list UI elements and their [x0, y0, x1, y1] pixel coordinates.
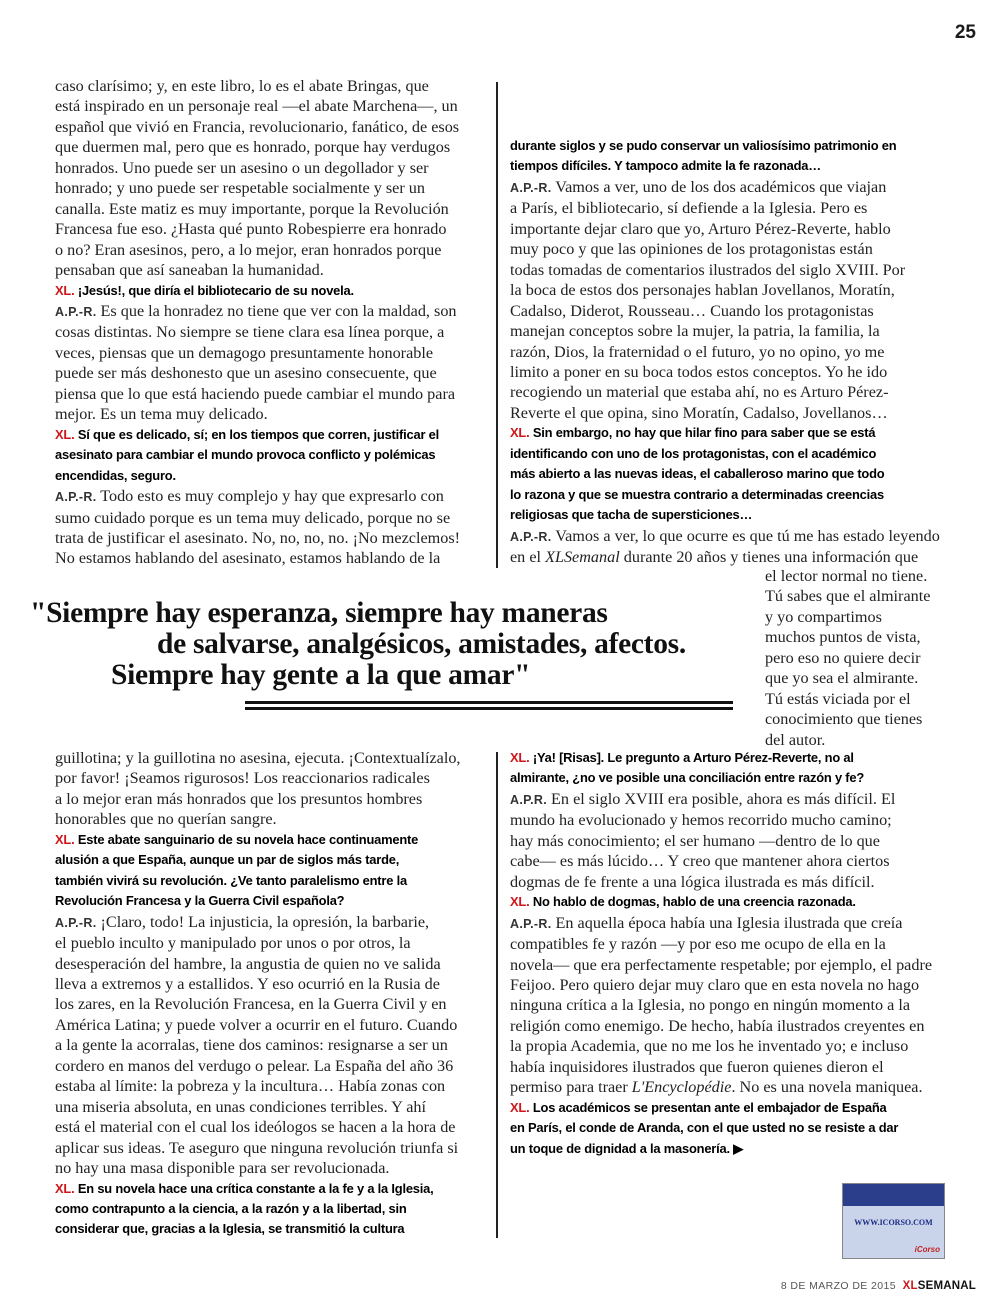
question-paragraph	[55, 425, 493, 486]
text-line: que yo sea el almirante.	[765, 669, 919, 688]
answer-paragraph	[55, 301, 493, 425]
text-line: asesinato para cambiar el mundo provoca conflicto y polémicas	[55, 447, 436, 463]
column-2-narrow	[765, 566, 965, 750]
text-line: En su novela hace una crítica constante a la fe y a la Iglesia,	[77, 1180, 434, 1196]
text-line: cosas distintas. No siempre se tiene clara esa línea porque, a	[55, 323, 445, 342]
text-line: Reverte el que opina, sino Moratín, Cadalso, Jovellanos…	[510, 403, 888, 422]
column-2-top	[510, 136, 950, 568]
text-line: que duermen mal, pero que es honrado, porque hay verdugos	[55, 138, 451, 157]
column-1-bottom	[55, 748, 493, 1240]
pull-quote-line: Siempre hay gente a la que amar"	[111, 659, 531, 691]
text-line: del autor.	[765, 730, 826, 749]
text-line: Tú estás viciada por el	[765, 689, 911, 708]
question-paragraph	[55, 281, 493, 301]
text-line: los zares, en la Revolución Francesa, en la Guerra Civil y en	[55, 995, 447, 1014]
text-line: Es que la honradez no tiene que ver con la maldad, son	[96, 301, 457, 320]
text-line: en París, el conde de Aranda, con el que usted no se resiste a dar	[510, 1120, 899, 1136]
answer-paragraph	[55, 76, 493, 281]
text-line: a lo mejor eran más honrados que los presuntos hombres	[55, 789, 423, 808]
text-line: la propia Academia, que no me los he inventado yo; e incluso	[510, 1037, 909, 1056]
column-2-bottom	[510, 748, 955, 1159]
ad-url: WWW.ICORSO.COM	[854, 1218, 933, 1227]
column-rule-bottom	[496, 752, 498, 1238]
book-title: L'Encyclopédie	[631, 1078, 732, 1097]
text-line: En el siglo XVIII era posible, ahora es más difícil. El	[547, 789, 896, 808]
text-line: está el material con el cual los ideólogos se hacen a la hora de	[55, 1118, 456, 1137]
text-line: cordero en manos del verdugo o pelear. La España del año 36	[55, 1056, 454, 1075]
answer-paragraph	[55, 748, 493, 830]
pull-quote-double-rule	[245, 701, 733, 710]
column-rule-top	[496, 82, 498, 568]
text-line: durante siglos y se pudo conservar un valiosísimo patrimonio en	[510, 138, 897, 153]
text-line: religiosas que tacha de supersticiones…	[510, 507, 753, 523]
text-line: sumo cuidado porque es un tema muy delicado, porque no se	[55, 508, 451, 527]
text-line: lo razona y que se muestra contrario a determinadas creencias	[510, 486, 884, 502]
text-line: más abierto a las nuevas ideas, el caballeroso marino que todo	[510, 466, 885, 482]
text-line: piensa que lo que está haciendo puede cambiar el mundo para	[55, 384, 456, 403]
text-line: hay más conocimiento; el ser humano —dentro de lo que	[510, 831, 880, 850]
question-paragraph	[510, 748, 955, 789]
magazine-name: XLSemanal	[545, 548, 620, 567]
text-line: dogmas de fe frente a una lógica ilustrada es más difícil.	[510, 872, 875, 891]
text-line: pero eso no quiere decir	[765, 648, 921, 667]
watermark-ad[interactable]	[842, 1183, 945, 1259]
text-line: un toque de dignidad a la masonería.	[510, 1140, 730, 1156]
text-line: lleva a extremos y a estallidos. Y eso ocurrió en la Rusia de	[55, 974, 440, 993]
text-line: novela— que era perfectamente respetable; por ejemplo, el padre	[510, 955, 933, 974]
question-tag: XL.	[55, 1180, 75, 1196]
text-line: todas tomadas de comentarios ilustrados del siglo XVIII. Por	[510, 260, 906, 279]
text-line: mundo ha evolucionado y hemos recorrido mucho camino;	[510, 811, 892, 830]
question-paragraph	[510, 1098, 955, 1159]
answer-tag: A.P.R.	[510, 792, 547, 807]
text-line: religión como enemigo. De hecho, había ilustrados creyentes en	[510, 1016, 925, 1035]
text-line: Cadalso, Diderot, Rousseau… Cuando los protagonistas	[510, 301, 874, 320]
question-paragraph	[55, 1179, 493, 1240]
text-line: importante dejar claro que yo, Arturo Pérez-Reverte, hablo	[510, 219, 891, 238]
text-line: trata de justificar el asesinato. No, no, no, no. ¡No mezclemos!	[55, 528, 461, 547]
brand-xl: XL	[902, 1280, 918, 1292]
text-line: considerar que, gracias a la Iglesia, se transmitió la cultura	[55, 1221, 405, 1237]
text-line: Vamos a ver, lo que ocurre es que tú me has estado leyendo	[551, 526, 940, 545]
question-tag: XL.	[55, 282, 75, 298]
text-line: Todo esto es muy complejo y hay que expresarlo con	[96, 487, 444, 506]
answer-tag: A.P.-R.	[55, 915, 97, 930]
question-tag: XL.	[55, 426, 75, 442]
text-line: también vivirá su revolución. ¿Ve tanto paralelismo entre la	[55, 872, 407, 888]
text-line: pensaban que así saneaban la humanidad.	[55, 261, 324, 280]
text-line: almirante, ¿no ve posible una conciliación entre razón y fe?	[510, 770, 865, 786]
question-paragraph	[55, 830, 493, 912]
text-line: Vamos a ver, uno de los dos académicos que viajan	[551, 177, 887, 196]
text-line: había inquisidores ilustrados que fueron quienes dieron el	[510, 1057, 884, 1076]
text-line: Sí que es delicado, sí; en los tiempos que corren, justificar el	[77, 426, 439, 442]
question-tag: XL.	[510, 425, 530, 441]
question-paragraph	[510, 892, 955, 912]
text-line: conocimiento que tienes	[765, 710, 923, 729]
answer-paragraph	[55, 912, 493, 1179]
text-line: razón, Dios, la fraternidad o el futuro, yo no opino, yo me	[510, 342, 885, 361]
text-line: puede ser más deshonesto que un asesino consecuente, que	[55, 364, 437, 383]
answer-paragraph	[510, 789, 955, 892]
text-line: ¡Ya! [Risas]. Le pregunto a Arturo Pérez-Reverte, no al	[532, 750, 854, 765]
text-line: una miseria absoluta, en unas condiciones terribles. Y ahí	[55, 1097, 426, 1116]
question-tag: XL.	[55, 831, 75, 847]
text-line: la boca de estos dos personajes hablan Jovellanos, Moratín,	[510, 281, 895, 300]
text-line: Este abate sanguinario de su novela hace continuamente	[77, 831, 419, 847]
answer-paragraph	[510, 526, 950, 568]
answer-paragraph	[55, 486, 493, 569]
answer-tag: A.P.-R.	[55, 304, 97, 319]
answer-tag: A.P.-R.	[55, 490, 97, 505]
text-line: el lector normal no tiene.	[765, 567, 928, 585]
text-line: No hablo de dogmas, hablo de una creencia razonada.	[532, 894, 856, 910]
text-line: Tú sabes que el almirante	[765, 587, 931, 606]
text-line: canalla. Este matiz es muy importante, porque la Revolución	[55, 199, 449, 218]
text-line: Los académicos se presentan ante el embajador de España	[532, 1099, 887, 1115]
text-line: . No es una novela maniquea.	[731, 1078, 923, 1097]
answer-tag: A.P.-R.	[510, 529, 552, 544]
text-line: ¡Claro, todo! La injusticia, la opresión, la barbarie,	[96, 912, 430, 931]
text-line: América Latina; y puede volver a ocurrir en el futuro. Cuando	[55, 1015, 458, 1034]
text-line: y yo compartimos	[765, 607, 882, 626]
text-line: guillotina; y la guillotina no asesina, ejecuta. ¡Contextualízalo,	[55, 749, 461, 767]
text-line: a la gente la acorralas, tiene dos caminos: resignarse a ser un	[55, 1036, 448, 1055]
text-line: el pueblo inculto y manipulado por unos o por otros, la	[55, 934, 411, 953]
pull-quote	[30, 598, 740, 691]
text-line: español que vivió en Francia, revolucionario, fanático, de esos	[55, 117, 460, 136]
question-paragraph	[510, 136, 950, 177]
ad-logo: iCorso	[914, 1245, 940, 1254]
text-line: Revolución Francesa y la Guerra Civil española?	[55, 893, 345, 909]
text-line: ¡Jesús!, que diría el bibliotecario de su novela.	[77, 282, 354, 298]
answer-tag: A.P.-R.	[510, 180, 552, 195]
text-line: compatibles fe y razón —y por eso me ocupo de ella en la	[510, 935, 886, 954]
answer-paragraph	[510, 913, 955, 1098]
text-line: o no? Eran asesinos, pero, a lo mejor, eran honrados porque	[55, 240, 442, 259]
text-line: encendidas, seguro.	[55, 467, 176, 483]
question-tag: XL.	[510, 1099, 530, 1115]
question-paragraph	[510, 423, 950, 525]
answer-tag: A.P.-R.	[510, 916, 552, 931]
text-line: recogiendo un material que estaba ahí, no es Arturo Pérez-	[510, 383, 889, 402]
text-line: No estamos hablando del asesinato, estamos hablando de la	[55, 549, 441, 568]
brand-rest: SEMANAL	[917, 1280, 976, 1292]
text-line: manejan conceptos sobre la mujer, la patria, la familia, la	[510, 322, 880, 341]
text-line: ninguna crítica a la Iglesia, no pongo en ningún momento a la	[510, 996, 911, 1015]
text-line: veces, piensas que un demagogo presuntamente honorable	[55, 343, 434, 362]
pull-quote-line: de salvarse, analgésicos, amistades, afectos.	[157, 628, 686, 660]
text-line: Feijoo. Pero quiero dejar muy claro que en esta novela no hago	[510, 975, 920, 994]
text-line: En aquella época había una Iglesia ilustrada que creía	[551, 913, 903, 932]
text-line: caso clarísimo; y, en este libro, lo es el abate Bringas, que	[55, 77, 429, 95]
text-line: cabe— es más lúcido… Y creo que mantener ahora ciertos	[510, 852, 890, 871]
text-line: estaba al límite: la pobreza y la incultura… Había zonas con	[55, 1077, 446, 1096]
end-arrow-icon: ▶	[729, 1140, 743, 1156]
text-line: durante 20 años y tienes una información que	[619, 548, 919, 567]
question-tag: XL.	[510, 750, 530, 765]
text-line: honorables que no querían sangre.	[55, 810, 277, 829]
text-line: muchos puntos de vista,	[765, 628, 921, 647]
text-line: Sin embargo, no hay que hilar fino para saber que se está	[532, 425, 876, 441]
text-line: tiempos difíciles. Y tampoco admite la fe razonada…	[510, 158, 821, 174]
pull-quote-line: "Siempre hay esperanza, siempre hay maneras	[30, 597, 608, 629]
text-line: Francesa fue eso. ¿Hasta qué punto Robespierre era honrado	[55, 220, 447, 239]
text-line: no hay una masa disponible para ser revolucionada.	[55, 1159, 390, 1178]
text-line: honrados. Uno puede ser un asesino o un degollador y ser	[55, 158, 429, 177]
column-1-top	[55, 76, 493, 569]
text-line: muy poco y que las opiniones de los protagonistas están	[510, 240, 873, 259]
text-line: como contrapunto a la ciencia, a la razón y a la libertad, sin	[55, 1200, 407, 1216]
text-line: está inspirado en un personaje real —el abate Marchena—, un	[55, 97, 458, 116]
issue-date: 8 DE MARZO DE 2015	[780, 1280, 896, 1292]
text-line: desesperación del hambre, la angustia de quien no ve salida	[55, 954, 441, 973]
text-line: identificando con uno de los protagonistas, con el académico	[510, 445, 877, 461]
page-number: 25	[954, 22, 976, 43]
text-line: permiso para traer	[510, 1078, 632, 1097]
text-line: honrado; y uno puede ser respetable socialmente y ser un	[55, 179, 425, 198]
text-line: a París, el bibliotecario, sí defiende a la Iglesia. Pero es	[510, 199, 868, 218]
magazine-brand	[903, 1280, 976, 1292]
footer	[781, 1280, 976, 1292]
question-tag: XL.	[510, 894, 530, 910]
text-line: mejor. Es un tema muy delicado.	[55, 405, 268, 424]
text-line: en el	[510, 548, 546, 567]
text-line: alusión a que España, aunque un par de siglos más tarde,	[55, 852, 400, 868]
answer-paragraph	[510, 177, 950, 423]
text-line: aplicar sus ideas. Te aseguro que ninguna revolución triunfa si	[55, 1138, 459, 1157]
text-line: por favor! ¡Seamos rigurosos! Los reaccionarios radicales	[55, 769, 430, 788]
text-line: limito a poner en su boca todos estos conceptos. Yo he ido	[510, 362, 888, 381]
